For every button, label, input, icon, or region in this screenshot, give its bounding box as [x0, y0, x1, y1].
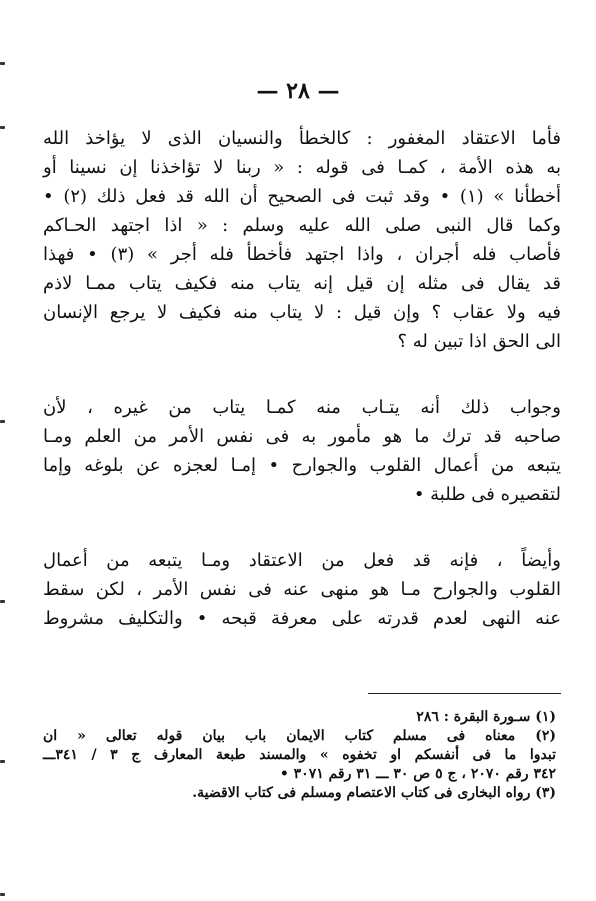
text-line: يتبعه من أعمال القلوب والجوارح • إمـا لعجزه عن بلوغه وإما — [43, 455, 561, 476]
text-line: وجواب ذلك أنه يتـاب منه كمـا يتاب من غيره ، لأن — [43, 397, 561, 418]
footnote-line: ٣٤٢ رقم ٢٠٧٠ ، ج ٥ ص ٣٠ ـــ ٣١ رقم ٣٠٧١ • — [279, 766, 556, 782]
text-line: القلوب والجوارح مـا هو منهى عنه فى نفس الأمر ، لكن سقط — [43, 579, 561, 600]
paragraph-3 — [43, 546, 561, 633]
footnote-separator — [368, 693, 561, 694]
text-line: وأيضاً ، فإنه قد فعل من الاعتقاد ومـا يتبعه من أعمال — [43, 550, 561, 571]
text-line: لتقصيره فى طلبة • — [413, 484, 561, 505]
footnote-line: (٣) رواه البخارى فى كتاب الاعتصام ومسلم فى كتاب الاقضية. — [192, 785, 556, 801]
text-line: صاحبه قد ترك ما هو مأمور به فى نفس الأمر من العلم ومـا — [43, 426, 561, 447]
text-line: فأصاب فله أجران ، واذا اجتهد فأخطأ فله أجر » (٣) • فهذا — [43, 244, 561, 265]
text-line: فأما الاعتقاد المغفور : كالخطأ والنسيان الذى لا يؤاخذ الله — [43, 128, 561, 149]
scan-margin-mark — [0, 760, 5, 763]
paragraph-gap — [43, 356, 561, 393]
paragraph-2 — [43, 393, 561, 509]
paragraph-gap — [43, 509, 561, 546]
scan-margin-mark — [0, 600, 5, 603]
footnote-line: تبدوا ما فى أنفسكم او تخفوه » والمسند طبعة المعارف ج ٣ / ٣٤١ـــ — [43, 747, 556, 763]
scan-margin-mark — [0, 420, 5, 423]
text-line: فيه ولا عقاب ؟ وإن قيل : لا يتاب منه فكيف لا يرجع الإنسان — [43, 302, 561, 323]
paragraph-1 — [43, 124, 561, 356]
text-line: عنه النهى لعدم قدرته على معرفة قبحه • والتكليف مشروط — [43, 608, 561, 629]
scan-margin-mark — [0, 893, 5, 896]
footnote-line: (١) سـورة البقرة : ٢٨٦ — [416, 709, 556, 725]
footnote-line: (٢) معناه فى مسلم كتاب الايمان باب بيان قوله تعالى « ان — [43, 728, 556, 744]
text-line: قد يقال فى مثله إن قيل إنه يتاب منه فكيف يتاب ممـا لاذم — [43, 273, 561, 294]
text-line: به هذه الأمة ، كمـا فى قوله : « ربنا لا تؤاخذنا إن نسينا أو — [43, 157, 561, 178]
footnotes — [43, 708, 556, 803]
page-number: — ٢٨ — — [256, 78, 340, 104]
text-line: وكما قال النبى صلى الله عليه وسلم : « اذا اجتهد الحـاكم — [43, 215, 561, 236]
scan-margin-mark — [0, 62, 5, 65]
text-line: الى الحق اذا تبين له ؟ — [397, 331, 561, 352]
scan-margin-mark — [0, 126, 5, 129]
text-line: أخطأنا » (١) • وقد ثبت فى الصحيح أن الله قد فعل ذلك (٢) • — [43, 186, 561, 207]
main-text — [43, 124, 561, 633]
